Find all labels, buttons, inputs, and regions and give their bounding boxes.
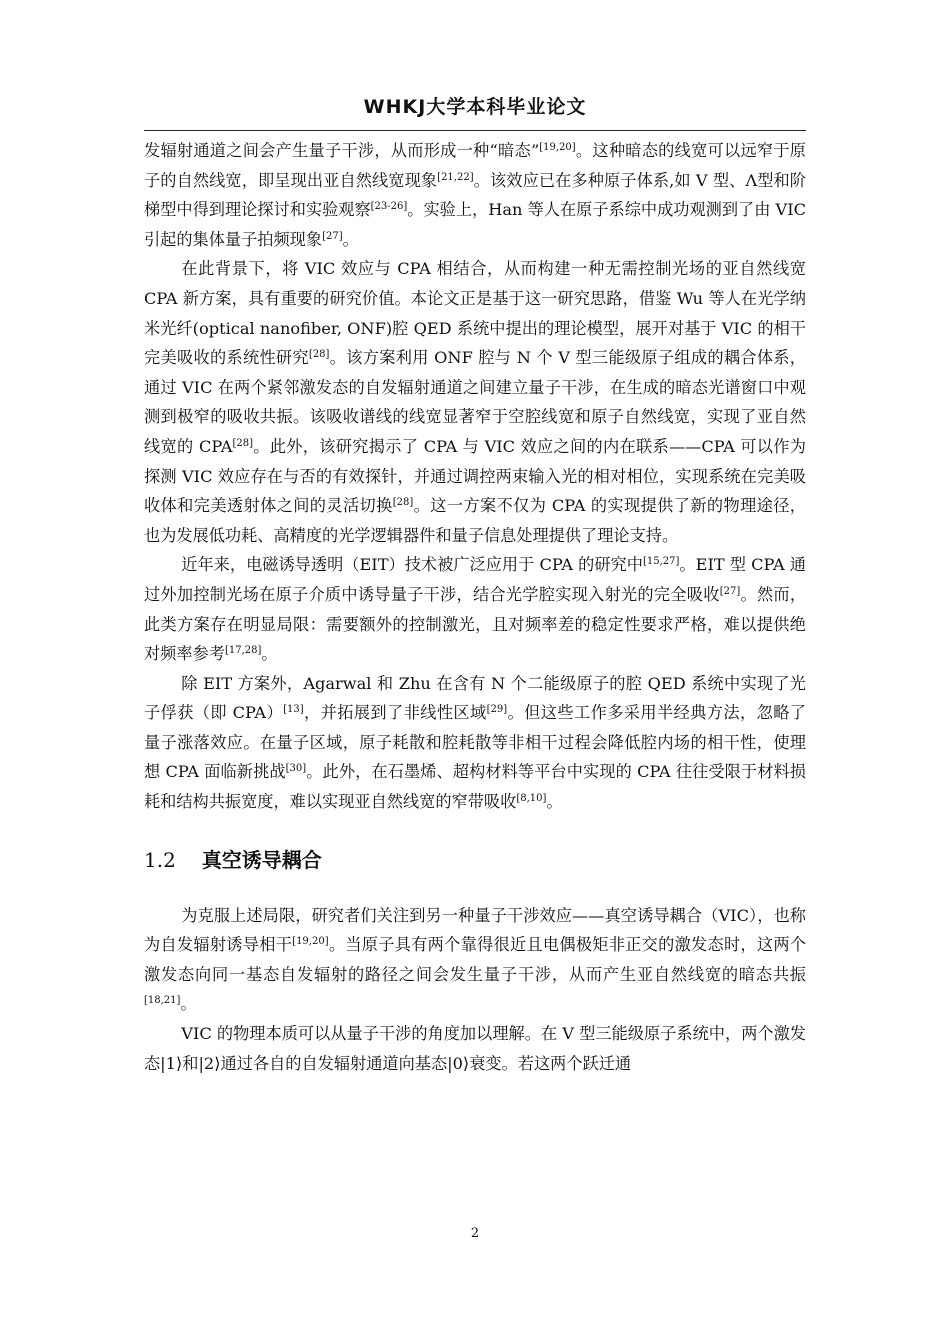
paragraph-text: 为克服上述局限，研究者们关注到另一种量子干涉效应——真空诱导耦合（VIC），也称为自发辐射诱导相干 (144, 905, 806, 955)
citation: [18,21] (144, 995, 181, 1007)
paragraph (144, 550, 806, 668)
citation: [30] (285, 763, 307, 775)
paragraph (144, 136, 806, 254)
paragraph-text: 在此背景下，将 VIC 效应与 CPA 相结合，从而构建一种无需控制光场的亚自然线宽 CPA 新方案，具有重要的研究价值。本论文正是基于这一研究思路，借鉴 Wu 等人在光学纳米光纤(optical nanofiber, ONF)腔 QED 系统中提出的理论模型，展开对基于 VIC 的相干完美吸收的系统性研究 (144, 259, 806, 368)
paragraph (144, 901, 806, 1019)
paragraph-text: 。此外，该研究揭示了 CPA 与 VIC 效应之间的内在联系——CPA 可以作为探测 VIC 效应存在与否的有效探针，并通过调控两束输入光的相对相位，实现系统在完美吸收体和完美透射体之间的灵活切换 (144, 436, 806, 516)
paragraph-text: 。该方案利用 ONF 腔与 N 个 V 型三能级原子组成的耦合体系，通过 VIC 在两个紧邻激发态的自发辐射通道之间建立量子干涉，在生成的暗态光谱窗口中观测到极窄的吸收共振。该吸收谱线的线宽显著窄于空腔线宽和原子自然线宽，实现了亚自然线宽的 CPA (144, 348, 806, 456)
citation: [15,27] (642, 556, 680, 568)
citation: [28] (308, 349, 330, 361)
paragraph-text: 发辐射通道之间会产生量子干涉，从而形成一种“暗态” (144, 141, 540, 160)
citation: [28] (232, 437, 253, 449)
paragraph-text: 。该效应已在多种原子体系,如 V 型、Λ型和阶梯型中得到理论探讨和实验观察 (144, 170, 806, 220)
paragraph-text: ，并拓展到了非线性区域 (303, 703, 487, 723)
citation: [23-26] (370, 201, 408, 213)
citation: [27] (322, 230, 343, 242)
citation: [13] (283, 704, 304, 716)
page-number: 2 (470, 1226, 480, 1241)
paragraphs-top (144, 136, 806, 817)
paragraphs-bottom (144, 901, 806, 1079)
paragraph-text: 。当原子具有两个靠得很近且电偶极矩非正交的激发态时，这两个激发态向同一基态自发辐射的路径之间会发生量子干涉，从而产生亚自然线宽的暗态共振 (144, 935, 807, 984)
citation: [21,22] (437, 171, 474, 183)
body-text (144, 136, 806, 1078)
running-header: WHKJ大学本科毕业论文 (363, 96, 587, 118)
paragraph-text: 。 (261, 644, 278, 664)
paragraph-text: 。这种暗态的线宽可以远窄于原子的自然线宽，即呈现出亚自然线宽现象 (144, 141, 806, 190)
paragraph (144, 669, 806, 817)
citation: [17,28] (224, 645, 262, 657)
citation: [28] (392, 497, 414, 509)
citation: [8,10] (516, 793, 547, 805)
header-rule (144, 130, 806, 131)
paragraph-text: 。实验上，Han 等人在原子系综中成功观测到了由 VIC 引起的集体量子拍频现象 (144, 200, 807, 249)
section-title: 真空诱导耦合 (201, 847, 322, 872)
section-number: 1.2 (144, 847, 176, 872)
paragraph-text: 。EIT 型 CPA 通过外加控制光场在原子介质中诱导量子干涉，结合光学腔实现入射光的完全吸收 (144, 555, 806, 604)
paragraph-text: 。 (180, 994, 197, 1014)
paragraph (144, 1019, 806, 1078)
citation: [27] (719, 585, 741, 597)
citation: [19,20] (539, 142, 576, 153)
paragraph-text: 。然而，此类方案存在明显局限：需要额外的控制激光，且对频率差的稳定性要求严格，难以提供绝对频率参考 (144, 584, 807, 664)
citation: [19,20] (292, 936, 329, 948)
paragraph-text: 。但这些工作多采用半经典方法，忽略了量子涨落效应。在量子区域，原子耗散和腔耗散等非相干过程会降低腔内场的相干性，使理想 CPA 面临新挑战 (144, 703, 806, 782)
paragraph-text: 近年来，电磁诱导透明（EIT）技术被广泛应用于 CPA 的研究中 (181, 555, 643, 575)
paragraph-text: 。这一方案不仅为 CPA 的实现提供了新的物理途径，也为发展低功耗、高精度的光学逻辑器件和量子信息处理提供了理论支持。 (144, 496, 806, 545)
paragraph-text: 。 (546, 792, 563, 812)
paragraph-text: VIC 的物理本质可以从量子干涉的角度加以理解。在 V 型三能级原子系统中，两个激发态|1⟩和|2⟩通过各自的自发辐射通道向基态|0⟩衰变。若这两个跃迁通 (144, 1024, 806, 1073)
paragraph-text: 。此外，在石墨烯、超构材料等平台中实现的 CPA 往往受限于材料损耗和结构共振宽度，难以实现亚自然线宽的窄带吸收 (144, 762, 806, 812)
paragraph-text: 。 (342, 229, 359, 249)
paragraph-text: 除 EIT 方案外，Agarwal 和 Zhu 在含有 N 个二能级原子的腔 QED 系统中实现了光子俘获（即 CPA） (144, 673, 806, 723)
paragraph (144, 254, 806, 550)
citation: [29] (486, 704, 508, 716)
section-heading (144, 845, 806, 875)
